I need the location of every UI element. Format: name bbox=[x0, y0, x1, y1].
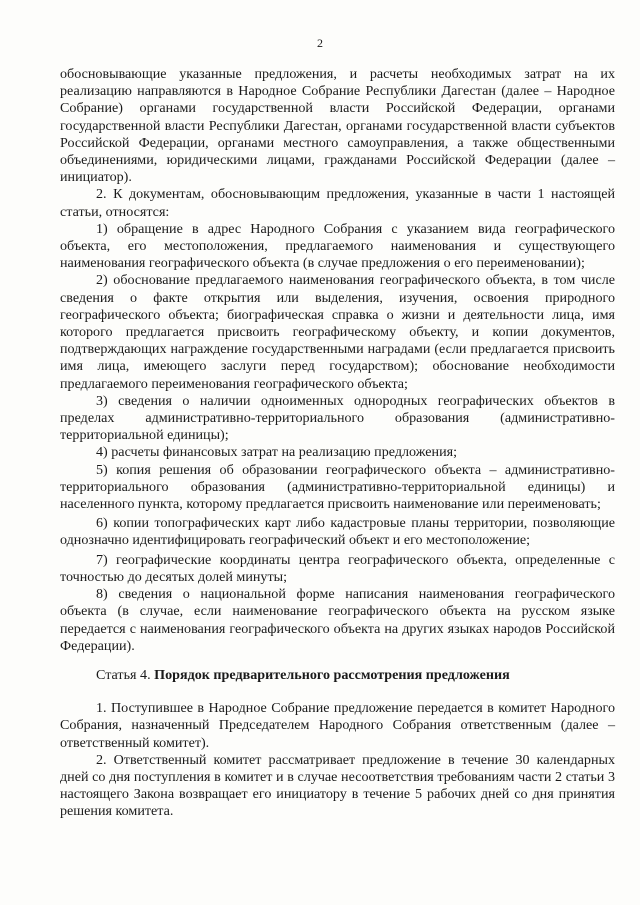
document-body bbox=[60, 66, 615, 821]
article-heading bbox=[60, 667, 615, 684]
page-number: 2 bbox=[317, 36, 323, 50]
paragraph: 1. Поступившее в Народное Собрание предложение передается в комитет Народного Собрания, назначенный Председателем Народного Собрания ответственным (далее – ответственный комитет). bbox=[60, 700, 615, 751]
list-item: 8) сведения о национальной форме написания наименования географического объекта (в случае, если наименование географического объекта на русском языке передается с наименования географического объекта на других языках народов Российской Федерации). bbox=[60, 586, 615, 654]
paragraph: обосновывающие указанные предложения, и расчеты необходимых затрат на их реализацию направляются в Народное Собрание Республики Дагестан (далее – Народное Собрание) органами государственной власти Российской Федерации, органами государственной власти Республики Дагестан, органами государственной власти субъектов Российской Федерации, органами местного самоуправления, а также общественными объединениями, юридическими лицами, гражданами Российской Федерации (далее – инициатор). bbox=[60, 66, 615, 186]
list-item: 5) копия решения об образовании географического объекта – административно-территориального образования (административно-территориальной единицы) и населенного пункта, которому предлагается присвоить наименование или переименовать; bbox=[60, 461, 615, 513]
list-item: 3) сведения о наличии одноименных однородных географических объектов в пределах административно-территориального образования (административно-территориальной единицы); bbox=[60, 392, 615, 444]
article-title: Порядок предварительного рассмотрения предложения bbox=[154, 666, 510, 683]
paragraph: 2. Ответственный комитет рассматривает предложение в течение 30 календарных дней со дня поступления в комитет и в случае несоответствия требованиям части 2 статьи 3 настоящего Закона возвращает его инициатору в течение 5 рабочих дней со дня принятия решения комитета. bbox=[60, 751, 615, 820]
paragraph: 2. К документам, обосновывающим предложения, указанные в части 1 настоящей статьи, относятся: bbox=[60, 186, 615, 220]
list-item: 7) географические координаты центра географического объекта, определенные с точностью до десятых долей минуты; bbox=[60, 551, 615, 585]
list-item: 6) копии топографических карт либо кадастровые планы территории, позволяющие однозначно идентифицировать географический объект и его местоположение; bbox=[60, 515, 615, 549]
list-item: 2) обоснование предлагаемого наименования географического объекта, в том числе сведения о факте открытия или выделения, изучения, освоения природного географического объекта; биографическая справка о жизни и деятельности лица, имя которого предлагается присвоить географическому объекту, и копии документов, подтверждающих награждение государственными наградами (если предлагается присвоить имя лица, имеющего заслуги перед государством); обоснование необходимости предлагаемого переименования географического объекта; bbox=[60, 272, 615, 392]
article-label: Статья 4. bbox=[96, 666, 151, 683]
list-item: 1) обращение в адрес Народного Собрания с указанием вида географического объекта, его местоположения, предлагаемого наименования и существующего наименования географического объекта (в случае предложения о его переименовании); bbox=[60, 220, 615, 272]
list-item: 4) расчеты финансовых затрат на реализацию предложения; bbox=[96, 444, 458, 461]
